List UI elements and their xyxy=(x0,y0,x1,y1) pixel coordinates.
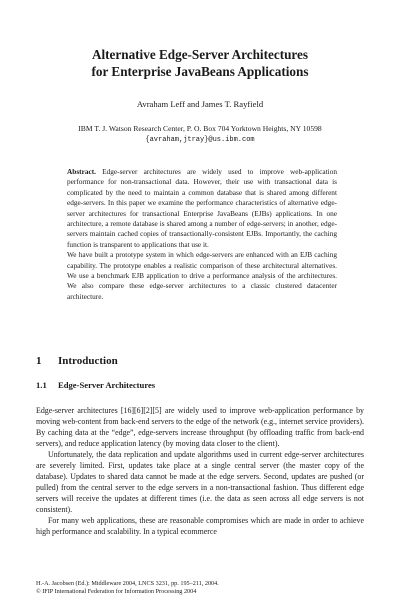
subsection-title: Edge-Server Architectures xyxy=(58,380,156,390)
abstract-label: Abstract. xyxy=(67,167,96,176)
abstract xyxy=(67,167,337,302)
section-number: 1 xyxy=(36,355,42,367)
section-title: Introduction xyxy=(58,355,118,367)
body-text xyxy=(36,405,364,537)
affiliation: IBM T. J. Watson Research Center, P. O. Box 704 Yorktown Heights, NY 10598 xyxy=(78,124,322,133)
abstract-paragraph-1 xyxy=(67,167,337,250)
authors: Avraham Leff and James T. Rayfield xyxy=(136,99,264,109)
subsection-number: 1.1 xyxy=(36,380,47,390)
footer-copyright: © IFIP International Federation for Information Processing 2004 xyxy=(36,588,197,596)
page-footer xyxy=(36,580,364,597)
title-line-1: Alternative Edge-Server Architectures xyxy=(91,47,309,62)
abstract-text-1: Edge-server architectures are widely used to improve web-application performance for non-transactional data. However, their use with transactional data is complicated by the need to maintain a common database that is shared among different edge-servers. In this paper we examine the performance characteristics of alternative edge-server architectures for transactional Enterprise JavaBeans (EJBs) applications. In one architecture, a remote database is shared among a number of edge-servers; in another, edge-servers maintain cached copies of transactionally-consistent EJBs. Importantly, the caching function is transparent to applications that use it. xyxy=(67,167,337,249)
paper-title xyxy=(0,46,400,80)
section-heading xyxy=(36,355,118,367)
author-emails: {avraham,jtray}@us.ibm.com xyxy=(145,135,255,144)
footer-citation: H.-A. Jacobsen (Ed.): Middleware 2004, LNCS 3231, pp. 195–211, 2004. xyxy=(36,580,219,587)
title-line-2: for Enterprise JavaBeans Applications xyxy=(91,64,309,79)
abstract-paragraph-2: We have built a prototype system in which edge-servers are enhanced with an EJB caching capability. The prototype enables a realistic comparison of these architectural alternatives. We use a benchmark EJB application to drive a performance analysis of the architectures. We also compare these edge-server architectures to a classic clustered datacenter architecture. xyxy=(67,250,337,301)
subsection-heading xyxy=(36,380,155,390)
body-paragraph-3: For many web applications, these are reasonable compromises which are made in order to achieve high performance and scalability. In a typical ecommerce xyxy=(36,516,364,536)
affiliation-block xyxy=(0,124,400,145)
body-paragraph-2: Unfortunately, the data replication and update algorithms used in current edge-server architectures are severely limited. First, updates take place at a single central server (the master copy of the database). Updates to shared data cannot be made at the edge servers. Second, updates are pushed (or pulled) from the central server to the edge servers in a non-transactional fashion. Thus different edge servers will receive the updates at different times (i.e. the data as seen across all edge servers is not consistent). xyxy=(36,450,364,514)
body-paragraph-1: Edge-server architectures [16][6][2][5] are widely used to improve web-application performance by moving web-content from back-end servers to the edge of the network (e.g., internet service providers). By caching data at the “edge”, edge-servers increase throughput (by offloading traffic from back-end servers), and reduce application latency (by moving data closer to the client). xyxy=(36,406,364,448)
